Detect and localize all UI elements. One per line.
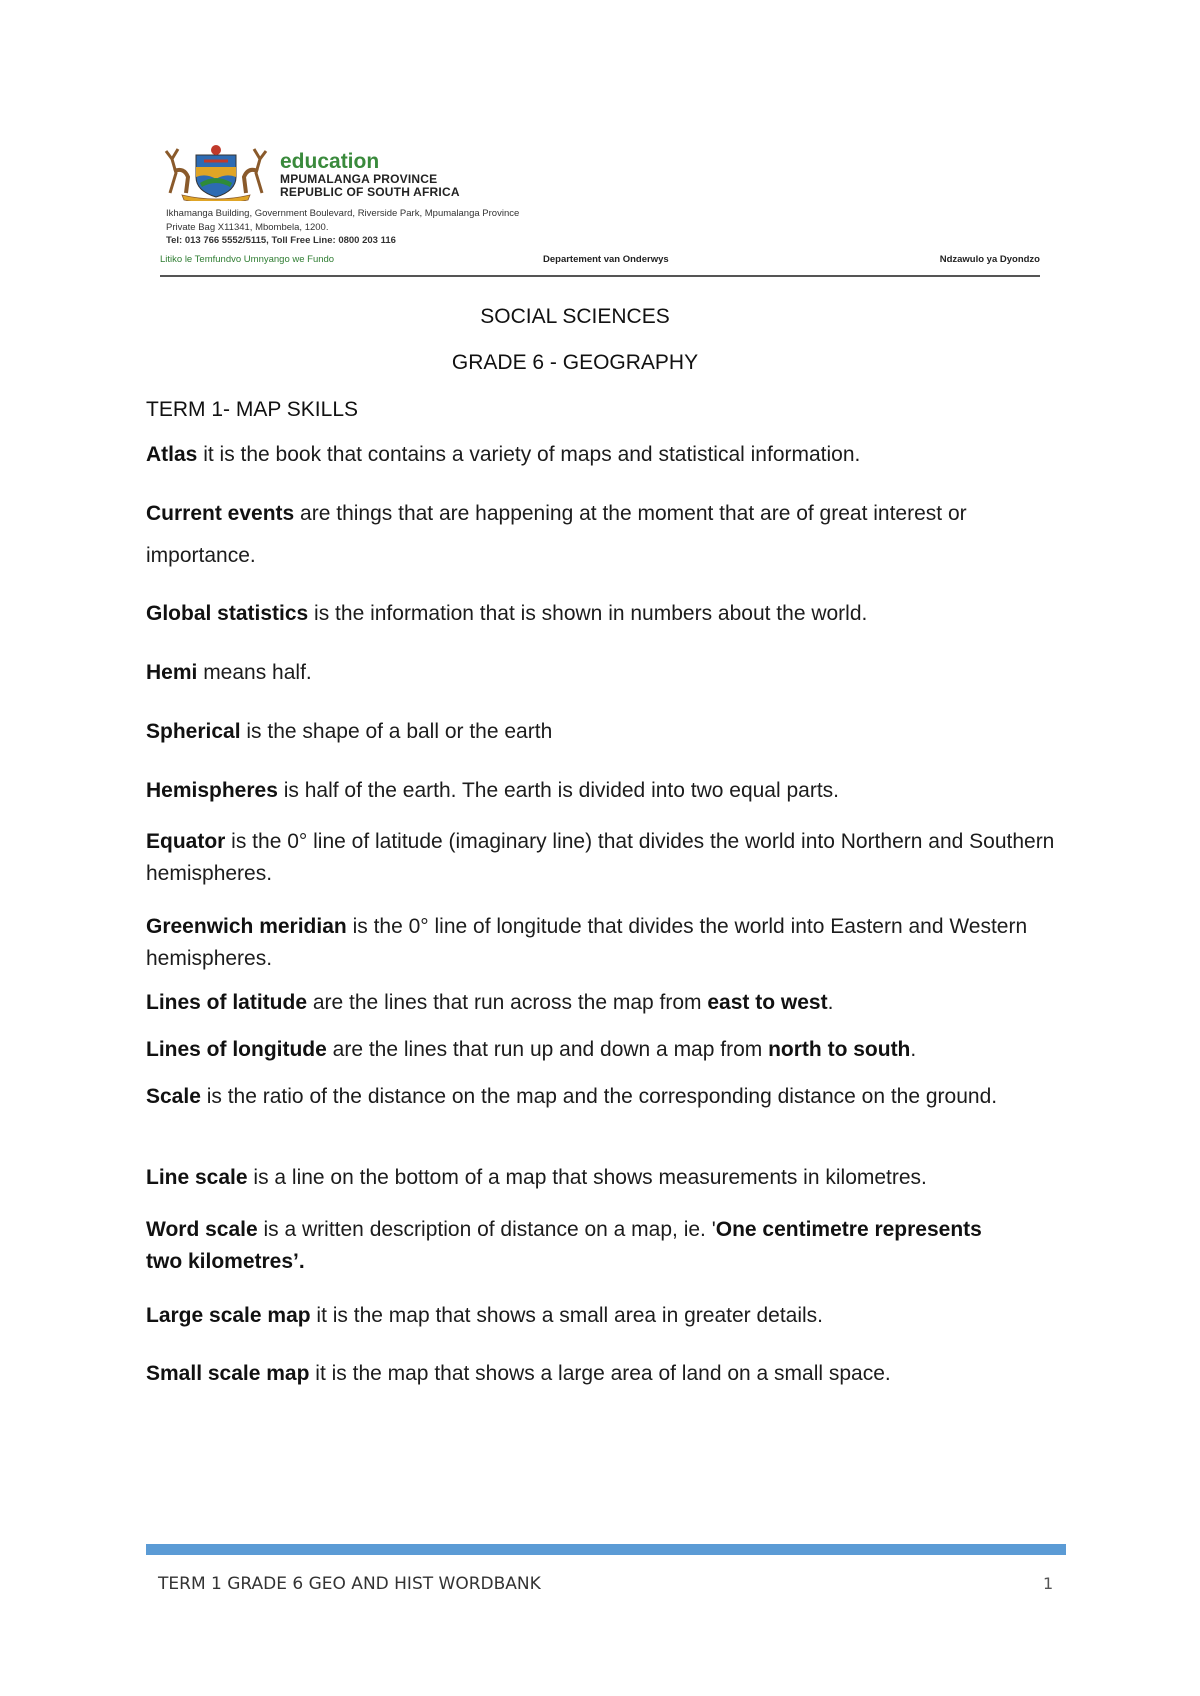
department-name: education	[280, 150, 380, 173]
address-line: Private Bag X11341, Mbombela, 1200.	[166, 222, 329, 233]
glossary-definition: is half of the earth. The earth is divided into two equal parts.	[277, 779, 840, 802]
glossary-definition: is the information that is shown in numbers about the world.	[308, 602, 868, 625]
glossary-punctuation: .	[827, 991, 834, 1014]
glossary-entry	[146, 1166, 1066, 1190]
glossary-term: Scale	[146, 1085, 201, 1108]
glossary-entry	[146, 911, 1066, 975]
glossary-term: Small scale map	[146, 1362, 310, 1385]
glossary-term: Global statistics	[146, 602, 309, 625]
glossary-entry	[146, 1304, 1066, 1328]
document-title: SOCIAL SCIENCES	[480, 305, 670, 328]
glossary-term: Current events	[146, 502, 295, 525]
page-number: 1	[1043, 1574, 1054, 1593]
footer-divider	[146, 1544, 1066, 1555]
glossary-punctuation: .	[910, 1038, 917, 1061]
glossary-entry	[146, 602, 1066, 626]
glossary-definition: is the 0° line of latitude (imaginary line) that divides the world into Northern and Southern hemispheres.	[146, 830, 1055, 885]
section-heading: TERM 1- MAP SKILLS	[146, 398, 359, 421]
glossary-entry	[146, 779, 1066, 803]
glossary-term: Equator	[146, 830, 226, 853]
glossary-definition: is the 0° line of longitude that divides the world into Eastern and Western hemispheres.	[146, 915, 1028, 970]
glossary-definition: are things that are happening at the moment that are of great interest or importance.	[146, 502, 967, 567]
department-name-afrikaans: Departement van Onderwys	[543, 254, 669, 265]
glossary-emphasis: north to south	[768, 1038, 911, 1061]
glossary-definition: is a written description of distance on a map, ie. '	[257, 1218, 716, 1241]
address-line: Ikhamanga Building, Government Boulevard, Riverside Park, Mpumalanga Province	[166, 208, 520, 219]
glossary-emphasis: One centimetre represents two kilometres’.	[146, 1218, 982, 1273]
coat-of-arms-icon	[160, 143, 272, 201]
glossary-term: Word scale	[146, 1218, 258, 1241]
glossary-definition: are the lines that run up and down a map from	[326, 1038, 769, 1061]
glossary-term: Large scale map	[146, 1304, 311, 1327]
glossary-term: Atlas	[146, 443, 198, 466]
glossary-term: Lines of latitude	[146, 991, 308, 1014]
glossary-entry	[146, 826, 1066, 890]
province-name: MPUMALANGA PROVINCE	[280, 172, 438, 186]
document-subtitle: GRADE 6 - GEOGRAPHY	[451, 351, 699, 374]
letterhead-divider	[160, 275, 1040, 277]
glossary-entry	[146, 991, 1066, 1015]
glossary-term: Hemispheres	[146, 779, 278, 802]
glossary-definition: it is the book that contains a variety of maps and statistical information.	[197, 443, 861, 466]
department-name-siswati: Litiko le Temfundvo Umnyango we Fundo	[160, 254, 335, 265]
glossary-definition: is a line on the bottom of a map that shows measurements in kilometres.	[247, 1166, 927, 1189]
glossary-definition: are the lines that run across the map from	[307, 991, 708, 1014]
glossary-definition: means half.	[197, 661, 312, 684]
glossary-term: Greenwich meridian	[146, 915, 347, 938]
glossary-entry	[146, 1214, 1006, 1278]
glossary-entry	[146, 443, 1066, 467]
letterhead	[160, 143, 1040, 285]
glossary-definition: is the ratio of the distance on the map and the corresponding distance on the ground.	[200, 1085, 998, 1108]
glossary-entry	[146, 661, 1066, 685]
glossary-definition: it is the map that shows a large area of land on a small space.	[309, 1362, 891, 1385]
country-name: REPUBLIC OF SOUTH AFRICA	[280, 185, 460, 199]
glossary-term: Hemi	[146, 661, 198, 684]
contact-line: Tel: 013 766 5552/5115, Toll Free Line: 0800 203 116	[166, 235, 396, 246]
glossary-entry	[146, 1038, 1066, 1062]
glossary-emphasis: east to west	[707, 991, 828, 1014]
glossary-entry	[146, 720, 1066, 744]
footer-text: TERM 1 GRADE 6 GEO AND HIST WORDBANK	[158, 1574, 541, 1594]
department-name-xitsonga: Ndzawulo ya Dyondzo	[939, 254, 1040, 265]
glossary-entry	[146, 1081, 1066, 1113]
glossary-entry	[146, 1362, 1066, 1386]
glossary-entry	[146, 493, 1026, 577]
glossary-term: Line scale	[146, 1166, 248, 1189]
glossary-term: Lines of longitude	[146, 1038, 327, 1061]
glossary-term: Spherical	[146, 720, 241, 743]
glossary-definition: is the shape of a ball or the earth	[240, 720, 553, 743]
glossary-definition: it is the map that shows a small area in greater details.	[310, 1304, 824, 1327]
